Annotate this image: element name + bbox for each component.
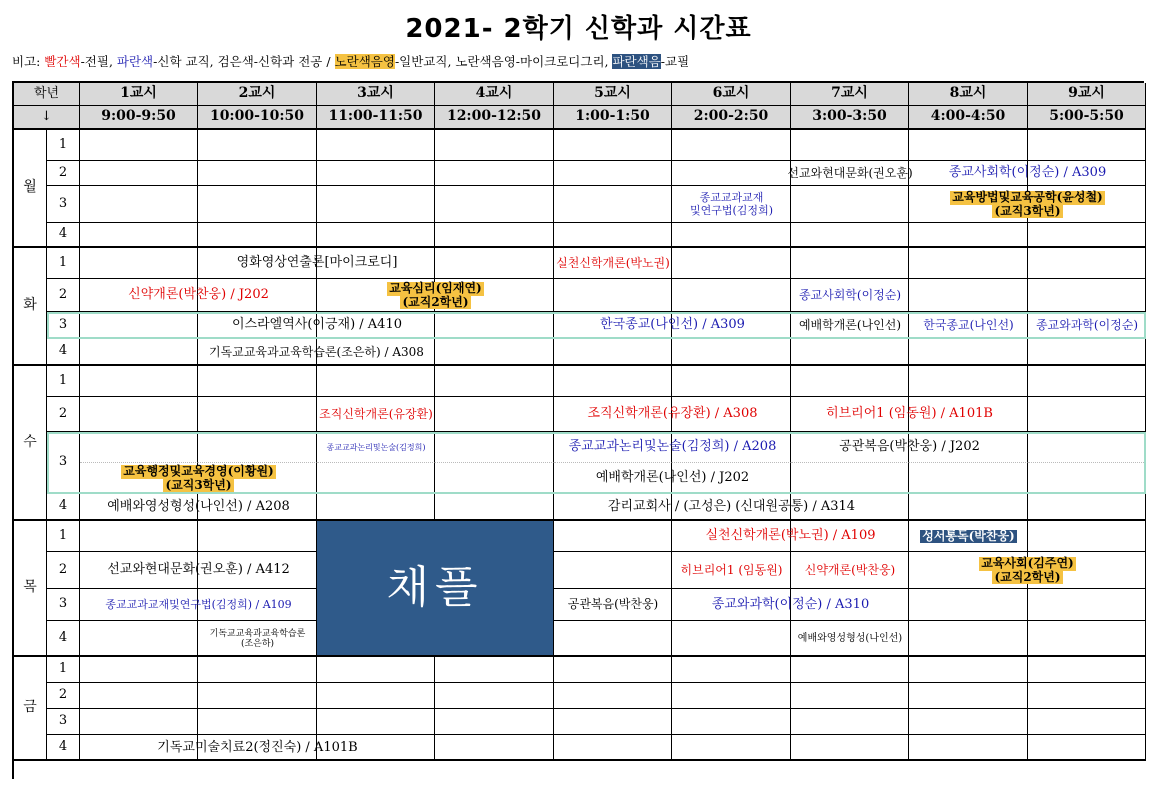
- legend-prefix: 비고:: [12, 54, 45, 69]
- timetable-cell: [554, 279, 672, 312]
- timetable-cell: [1028, 683, 1146, 709]
- timetable-cell: [909, 657, 1028, 683]
- timetable-cell: [80, 366, 198, 397]
- course-text: 조직신학개론(유장환) / A308: [587, 406, 758, 422]
- timetable-cell: [198, 186, 317, 223]
- timetable-cell: [1028, 709, 1146, 735]
- time-header: 2:00-2:50: [672, 106, 791, 130]
- timetable-cell: [198, 521, 317, 552]
- course-text: 신약개론(박찬웅): [804, 562, 896, 577]
- timetable-cell: [672, 366, 791, 397]
- course-text: 종교교과논리및논술(김정희) / A208: [568, 439, 777, 455]
- timetable-cell: [672, 130, 791, 161]
- course-line: 기독교교육과교육학습론: [209, 628, 306, 639]
- timetable-cell: [672, 735, 791, 761]
- course-line: (조은하): [240, 639, 275, 649]
- timetable-cell: [909, 279, 1028, 312]
- course-line: 교육행정및교육경영(이황원): [123, 463, 274, 478]
- timetable-cell: [554, 657, 672, 683]
- timetable-cell: [317, 494, 435, 521]
- legend-blue-desc: -신학 교직, 검은색-신학과 전공 /: [153, 54, 335, 69]
- grade-number: 3: [47, 709, 80, 735]
- legend-red-label: 빨간색: [44, 54, 81, 69]
- timetable-cell: [791, 186, 909, 223]
- course-tue-3: [80, 279, 317, 312]
- timetable-cell: [317, 186, 435, 223]
- timetable-cell: [80, 161, 198, 186]
- timetable-cell: [554, 621, 672, 657]
- course-text: 종교교과교재및연구법(김정희) / A109: [105, 597, 292, 611]
- timetable-cell: [909, 130, 1028, 161]
- timetable-cell: [554, 130, 672, 161]
- course-text: 감리교회사 / (고성은) (신대원공통) / A314: [607, 499, 856, 515]
- course-mon-1: [787, 161, 913, 186]
- timetable-cell: [317, 366, 435, 397]
- timetable-cell: [198, 161, 317, 186]
- timetable-cell: [1028, 248, 1146, 279]
- timetable-cell: [672, 161, 791, 186]
- timetable-cell: [80, 709, 198, 735]
- timetable-cell: [909, 709, 1028, 735]
- grade-number: 2: [47, 683, 80, 709]
- grade-number: 1: [47, 521, 80, 552]
- course-text: 예배학개론(나인선): [798, 317, 902, 332]
- period-header: 1교시: [80, 83, 198, 106]
- timetable-cell: [791, 366, 909, 397]
- timetable-cell: [1028, 494, 1146, 521]
- course-wed-2: [554, 397, 791, 432]
- timetable-cell: [317, 709, 435, 735]
- timetable-cell: [435, 657, 554, 683]
- timetable-cell: [1028, 279, 1146, 312]
- course-tue-4: [317, 279, 554, 312]
- day-label-mon: 월: [14, 130, 47, 248]
- course-text: 조직신학개론(유장환): [319, 406, 433, 421]
- timetable-cell: [435, 223, 554, 248]
- course-thu-8: [554, 589, 672, 621]
- period-header: 9교시: [1028, 83, 1146, 106]
- grade-number: 2: [47, 161, 80, 186]
- time-header: 5:00-5:50: [1028, 106, 1146, 130]
- timetable-cell: [909, 589, 1028, 621]
- time-header: 10:00-10:50: [198, 106, 317, 130]
- page-title: 2021- 2학기 신학과 시간표: [405, 14, 752, 44]
- grade-number: 2: [47, 552, 80, 589]
- course-text: 한국종교(나인선): [923, 317, 1014, 332]
- timetable-cell: [554, 161, 672, 186]
- period-header: 7교시: [791, 83, 909, 106]
- timetable-cell: [80, 521, 198, 552]
- timetable-cell: [1028, 463, 1146, 494]
- course-tue-11: [198, 339, 435, 366]
- course-tue-5: [791, 279, 909, 312]
- timetable-cell: [1028, 339, 1146, 366]
- timetable-cell: [80, 397, 198, 432]
- timetable-cell: [435, 463, 554, 494]
- course-text: 공관복음(박찬웅) / J202: [839, 439, 980, 455]
- course-text: 영화영상연출론[마이크로디]: [236, 255, 398, 271]
- timetable-cell: [435, 709, 554, 735]
- course-wed-8: [554, 463, 791, 494]
- timetable-cell: [1028, 735, 1146, 761]
- grade-number: 3: [47, 312, 80, 339]
- grade-number: 1: [47, 366, 80, 397]
- timetable-cell: [80, 621, 198, 657]
- legend-yellow-label: 노란색음영: [334, 54, 395, 69]
- course-text: 기독교교육과교육학습론(조은하) / A308: [209, 344, 424, 359]
- timetable-cell: [791, 248, 909, 279]
- timetable-cell: [435, 161, 554, 186]
- chapel-block: 채플: [317, 521, 554, 657]
- course-text: 종교교과논리및논술(김정희): [326, 442, 426, 452]
- course-text: 신약개론(박찬웅) / J202: [128, 287, 269, 303]
- timetable-cell: [791, 683, 909, 709]
- course-thu-1: [672, 521, 909, 552]
- timetable-cell: [909, 248, 1028, 279]
- legend-blue-label: 파란색: [116, 54, 154, 69]
- timetable-cell: [791, 735, 909, 761]
- timetable-cell: [198, 366, 317, 397]
- timetable-cell: [909, 223, 1028, 248]
- timetable-cell: [317, 130, 435, 161]
- course-text: 성서통독(박찬웅): [922, 528, 1015, 543]
- course-thu-10: [198, 621, 317, 657]
- course-text: 예배와영성형성(나인선) / A208: [107, 499, 290, 515]
- course-text: 히브리어1 (임동원) / A101B: [826, 406, 993, 422]
- legend-yellow-desc: -일반교직, 노란색음영-마이크로디그리,: [394, 54, 613, 69]
- course-line: (교직3학년): [994, 203, 1061, 218]
- course-wed-1: [317, 397, 435, 432]
- legend-note: [12, 52, 689, 72]
- day-label-thu: 목: [14, 521, 47, 657]
- timetable-cell: [198, 657, 317, 683]
- course-line: (교직2학년): [402, 294, 469, 309]
- course-thu-11: [791, 621, 909, 657]
- timetable-cell: [554, 709, 672, 735]
- course-text: 종교사회학(이정순) / A309: [948, 165, 1107, 181]
- period-header: 2교시: [198, 83, 317, 106]
- timetable-cell: [554, 223, 672, 248]
- course-text: 공관복음(박찬웅): [567, 597, 659, 612]
- course-text: 선교와현대문화(권오훈) / A412: [107, 562, 290, 578]
- course-line: 종교교과교재: [699, 190, 764, 204]
- timetable-cell: [554, 683, 672, 709]
- course-text: 한국종교(나인선) / A309: [600, 317, 745, 333]
- course-text: 실천신학개론(박노권) / A109: [705, 528, 876, 544]
- course-thu-7: [80, 589, 317, 621]
- grade-number: 4: [47, 339, 80, 366]
- grade-number: 4: [47, 223, 80, 248]
- grade-arrow: ↓: [14, 106, 80, 130]
- grade-number: 2: [47, 279, 80, 312]
- time-header: 9:00-9:50: [80, 106, 198, 130]
- timetable-cell: [791, 657, 909, 683]
- grade-number: 1: [47, 657, 80, 683]
- course-text: 실천신학개론(박노권): [556, 255, 670, 270]
- timetable-cell: [909, 463, 1028, 494]
- course-line: 및연구법(김정희): [690, 203, 773, 217]
- course-wed-4: [317, 432, 435, 463]
- timetable-cell: [1028, 657, 1146, 683]
- period-header: 4교시: [435, 83, 554, 106]
- timetable-cell: [317, 161, 435, 186]
- course-wed-7: [80, 463, 317, 494]
- course-tue-1: [80, 248, 554, 279]
- timetable-cell: [1028, 621, 1146, 657]
- timetable-cell: [198, 432, 317, 463]
- course-text: 종교사회학(이정순): [798, 287, 902, 302]
- day-label-tue: 화: [14, 248, 47, 366]
- course-wed-3: [791, 397, 1028, 432]
- timetable-cell: [909, 621, 1028, 657]
- timetable-cell: [435, 130, 554, 161]
- course-line: 교육사회(김주연): [981, 555, 1074, 570]
- period-header: 8교시: [909, 83, 1028, 106]
- grade-number: 2: [47, 397, 80, 432]
- course-text: 기독교미술치료2(정진숙) / A101B: [157, 739, 358, 755]
- course-wed-6: [791, 432, 1028, 463]
- course-tue-10: [1028, 312, 1146, 339]
- time-header: 1:00-1:50: [554, 106, 672, 130]
- course-text: 이스라엘역사(이긍재) / A410: [231, 317, 402, 333]
- legend-red-desc: -전필,: [80, 54, 117, 69]
- course-thu-3: [80, 552, 317, 589]
- course-line: 교육방법및교육공학(윤성철): [952, 189, 1103, 204]
- timetable-cell: [554, 552, 672, 589]
- grade-number: 1: [47, 130, 80, 161]
- timetable-cell: [317, 463, 435, 494]
- timetable-cell: [80, 432, 198, 463]
- timetable-cell: [80, 683, 198, 709]
- timetable-cell: [554, 339, 672, 366]
- grade-number: 4: [47, 735, 80, 761]
- course-thu-5: [791, 552, 909, 589]
- timetable-cell: [672, 683, 791, 709]
- timetable-cell: [554, 186, 672, 223]
- timetable-cell: [672, 657, 791, 683]
- grade-number: 3: [47, 186, 80, 223]
- timetable-cell: [791, 463, 909, 494]
- timetable-cell: [791, 709, 909, 735]
- course-thu-6: [909, 552, 1146, 589]
- course-thu-9: [672, 589, 909, 621]
- course-tue-9: [909, 312, 1028, 339]
- time-header: 12:00-12:50: [435, 106, 554, 130]
- timetable-cell: [80, 130, 198, 161]
- timetable-cell: [1028, 521, 1146, 552]
- course-tue-8: [791, 312, 909, 339]
- course-fri-1: [80, 735, 435, 761]
- time-header: 11:00-11:50: [317, 106, 435, 130]
- course-thu-4: [672, 552, 791, 589]
- timetable-cell: [80, 339, 198, 366]
- timetable-cell: [1028, 366, 1146, 397]
- timetable-cell: [435, 366, 554, 397]
- course-tue-2: [554, 248, 672, 279]
- timetable-cell: [1028, 589, 1146, 621]
- timetable-cell: [791, 339, 909, 366]
- course-wed-5: [554, 432, 791, 463]
- period-header: 5교시: [554, 83, 672, 106]
- period-header: 3교시: [317, 83, 435, 106]
- course-text: 선교와현대문화(권오훈): [787, 165, 913, 180]
- course-text: 예배와영성형성(나인선): [797, 633, 903, 645]
- timetable-cell: [672, 709, 791, 735]
- timetable-cell: [198, 130, 317, 161]
- timetable-cell: [909, 683, 1028, 709]
- course-thu-2: [909, 521, 1028, 552]
- timetable-cell: [791, 223, 909, 248]
- timetable-cell: [198, 223, 317, 248]
- timetable-cell: [198, 397, 317, 432]
- legend-navy-label: 파란색음: [612, 54, 661, 69]
- timetable-cell: [435, 397, 554, 432]
- course-text: 예배학개론(나인선) / J202: [595, 470, 750, 486]
- course-mon-4: [909, 186, 1146, 223]
- timetable-cell: [80, 223, 198, 248]
- timetable-cell: [1028, 223, 1146, 248]
- timetable-cell: [672, 223, 791, 248]
- grade-number: 4: [47, 494, 80, 521]
- timetable-cell: [317, 223, 435, 248]
- timetable-cell: [80, 657, 198, 683]
- course-mon-3: [672, 186, 791, 223]
- legend-navy-desc: -교필: [660, 54, 690, 69]
- course-line: (교직2학년): [994, 569, 1061, 584]
- period-header: 6교시: [672, 83, 791, 106]
- timetable-cell: [317, 657, 435, 683]
- course-line: (교직3학년): [165, 477, 232, 492]
- timetable-cell: [672, 339, 791, 366]
- timetable-cell: [1028, 432, 1146, 463]
- course-text: 종교와과학(이정순) / A310: [711, 596, 870, 612]
- grade-number: 4: [47, 621, 80, 657]
- grade-header: 학년: [14, 83, 80, 106]
- course-tue-6: [80, 312, 554, 339]
- timetable-cell: [909, 735, 1028, 761]
- timetable-cell: [554, 735, 672, 761]
- timetable-cell: [435, 683, 554, 709]
- course-mon-2: [909, 161, 1146, 186]
- timetable-cell: [791, 130, 909, 161]
- timetable-cell: [672, 248, 791, 279]
- time-header: 3:00-3:50: [791, 106, 909, 130]
- timetable-cell: [80, 186, 198, 223]
- timetable-cell: [1028, 397, 1146, 432]
- timetable-cell: [435, 735, 554, 761]
- course-text: 종교와과학(이정순): [1035, 317, 1139, 332]
- timetable-cell: [435, 339, 554, 366]
- grade-number: 1: [47, 248, 80, 279]
- timetable-cell: [909, 339, 1028, 366]
- day-label-wed: 수: [14, 366, 47, 521]
- course-line: 교육심리(임재연): [389, 280, 482, 295]
- course-tue-7: [554, 312, 791, 339]
- course-text: 히브리어1 (임동원): [680, 562, 783, 577]
- timetable-cell: [909, 494, 1028, 521]
- timetable-cell: [435, 494, 554, 521]
- timetable-cell: [317, 683, 435, 709]
- course-wed-10: [554, 494, 909, 521]
- timetable-cell: [554, 366, 672, 397]
- timetable-cell: [672, 279, 791, 312]
- timetable-cell: [435, 186, 554, 223]
- timetable-cell: [435, 432, 554, 463]
- grade-number: 3: [47, 589, 80, 621]
- timetable-cell: [1028, 130, 1146, 161]
- course-wed-9: [80, 494, 317, 521]
- timetable-cell: [909, 366, 1028, 397]
- grade-number: 3: [47, 432, 80, 494]
- time-header: 4:00-4:50: [909, 106, 1028, 130]
- timetable-cell: [198, 683, 317, 709]
- timetable-cell: [554, 521, 672, 552]
- timetable-cell: [198, 709, 317, 735]
- timetable-cell: [672, 621, 791, 657]
- day-label-fri: 금: [14, 657, 47, 761]
